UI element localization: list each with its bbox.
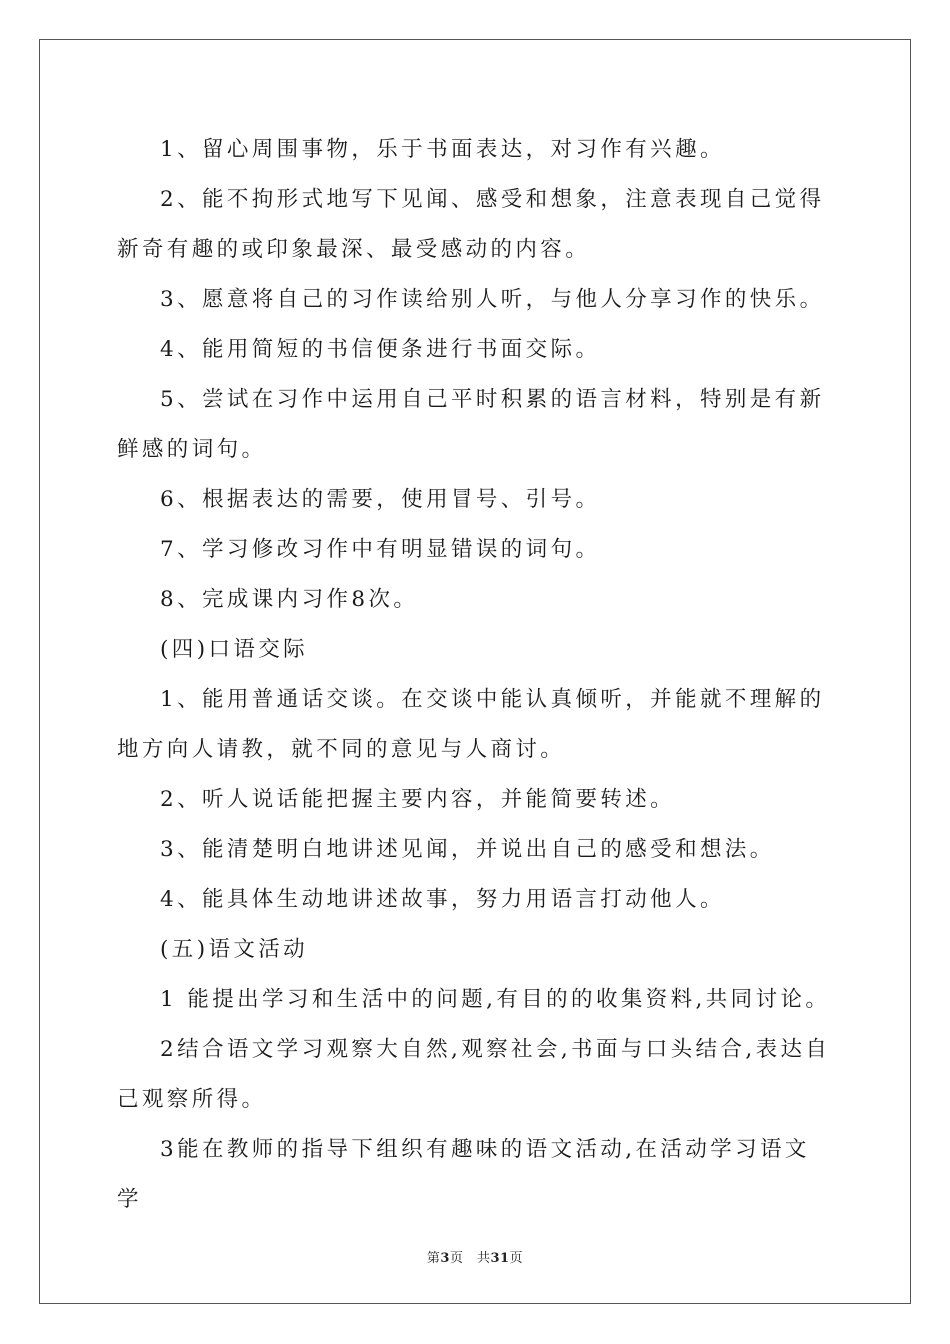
paragraph: 4、能具体生动地讲述故事，努力用语言打动他人。: [160, 887, 725, 912]
paragraph: 3能在教师的指导下组织有趣味的语文活动,在活动学习语文学: [117, 1137, 810, 1212]
paragraph: 5、尝试在习作中运用自己平时积累的语言材料，特别是有新鲜感的词句。: [117, 387, 825, 462]
paragraph: 3、愿意将自己的习作读给别人听，与他人分享习作的快乐。: [160, 287, 825, 312]
paragraph: 1、能用普通话交谈。在交谈中能认真倾听，并能就不理解的地方向人请教，就不同的意见与人商讨。: [117, 687, 825, 762]
paragraph: 7、学习修改习作中有明显错误的词句。: [160, 537, 601, 562]
paragraph: 4、能用简短的书信便条进行书面交际。: [160, 337, 601, 362]
section-heading: (五)语文活动: [160, 937, 309, 962]
page-current: 3: [440, 1251, 450, 1266]
page-suffix: 页: [509, 1251, 524, 1266]
section-heading: (四)口语交际: [160, 637, 309, 662]
paragraph: 2结合语文学习观察大自然,观察社会,书面与口头结合,表达自己观察所得。: [117, 1037, 831, 1112]
page-prefix: 第: [426, 1251, 441, 1266]
document-body: [117, 125, 833, 1225]
paragraph: 1、留心周围事物，乐于书面表达，对习作有兴趣。: [160, 137, 725, 162]
paragraph: 3、能清楚明白地讲述见闻，并说出自己的感受和想法。: [160, 837, 775, 862]
paragraph: 8、完成课内习作8次。: [160, 587, 419, 612]
page-mid: 页 共: [449, 1251, 491, 1266]
paragraph: 6、根据表达的需要，使用冒号、引号。: [160, 487, 601, 512]
paragraph: 1 能提出学习和生活中的问题,有目的的收集资料,共同讨论。: [160, 987, 831, 1012]
page-footer: [0, 1247, 950, 1266]
paragraph: 2、能不拘形式地写下见闻、感受和想象，注意表现自己觉得新奇有趣的或印象最深、最受感动的内容。: [117, 187, 825, 262]
page-total: 31: [490, 1251, 510, 1266]
paragraph: 2、听人说话能把握主要内容，并能简要转述。: [160, 787, 676, 812]
